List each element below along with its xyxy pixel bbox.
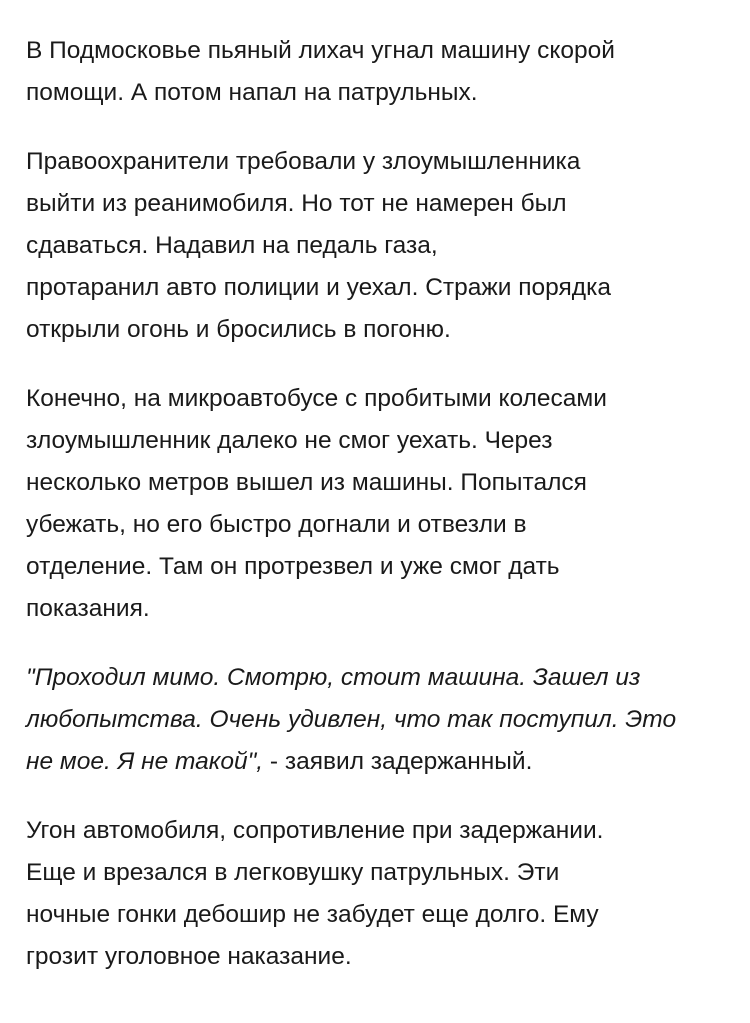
- text-line: выйти из реанимобиля. Но тот не намерен был: [26, 190, 567, 217]
- article-body: [26, 30, 726, 1005]
- text-line: несколько метров вышел из машины. Попытался: [26, 469, 587, 496]
- paragraph-3: [26, 378, 726, 630]
- text-line: открыли огонь и бросились в погоню.: [26, 316, 451, 343]
- text-line: ночные гонки дебошир не забудет еще долго. Ему: [26, 901, 599, 928]
- paragraph-2: [26, 141, 726, 351]
- text-line: показания.: [26, 595, 150, 622]
- quote-line: не мое. Я не такой",: [26, 748, 264, 775]
- text-line: В Подмосковье пьяный лихач угнал машину скорой: [26, 37, 615, 64]
- quote-line: "Проходил мимо. Смотрю, стоит машина. Зашел из: [26, 664, 641, 691]
- text-line: злоумышленник далеко не смог уехать. Через: [26, 427, 553, 454]
- quote-line: любопытства. Очень удивлен, что так поступил. Это: [26, 706, 677, 733]
- attribution-text: - заявил задержанный.: [263, 748, 533, 775]
- paragraph-5: [26, 810, 726, 978]
- text-line: убежать, но его быстро догнали и отвезли в: [26, 511, 527, 538]
- text-line: Угон автомобиля, сопротивление при задержании.: [26, 817, 604, 844]
- text-line: сдаваться. Надавил на педаль газа,: [26, 232, 438, 259]
- quote-paragraph: [26, 657, 726, 783]
- text-line: протаранил авто полиции и уехал. Стражи порядка: [26, 274, 611, 301]
- text-line: грозит уголовное наказание.: [26, 943, 352, 970]
- text-line: помощи. А потом напал на патрульных.: [26, 79, 478, 106]
- text-line: Конечно, на микроавтобусе с пробитыми колесами: [26, 385, 607, 412]
- text-line: Еще и врезался в легковушку патрульных. Эти: [26, 859, 560, 886]
- paragraph-1: [26, 30, 726, 114]
- text-line: отделение. Там он протрезвел и уже смог дать: [26, 553, 560, 580]
- text-line: Правоохранители требовали у злоумышленника: [26, 148, 581, 175]
